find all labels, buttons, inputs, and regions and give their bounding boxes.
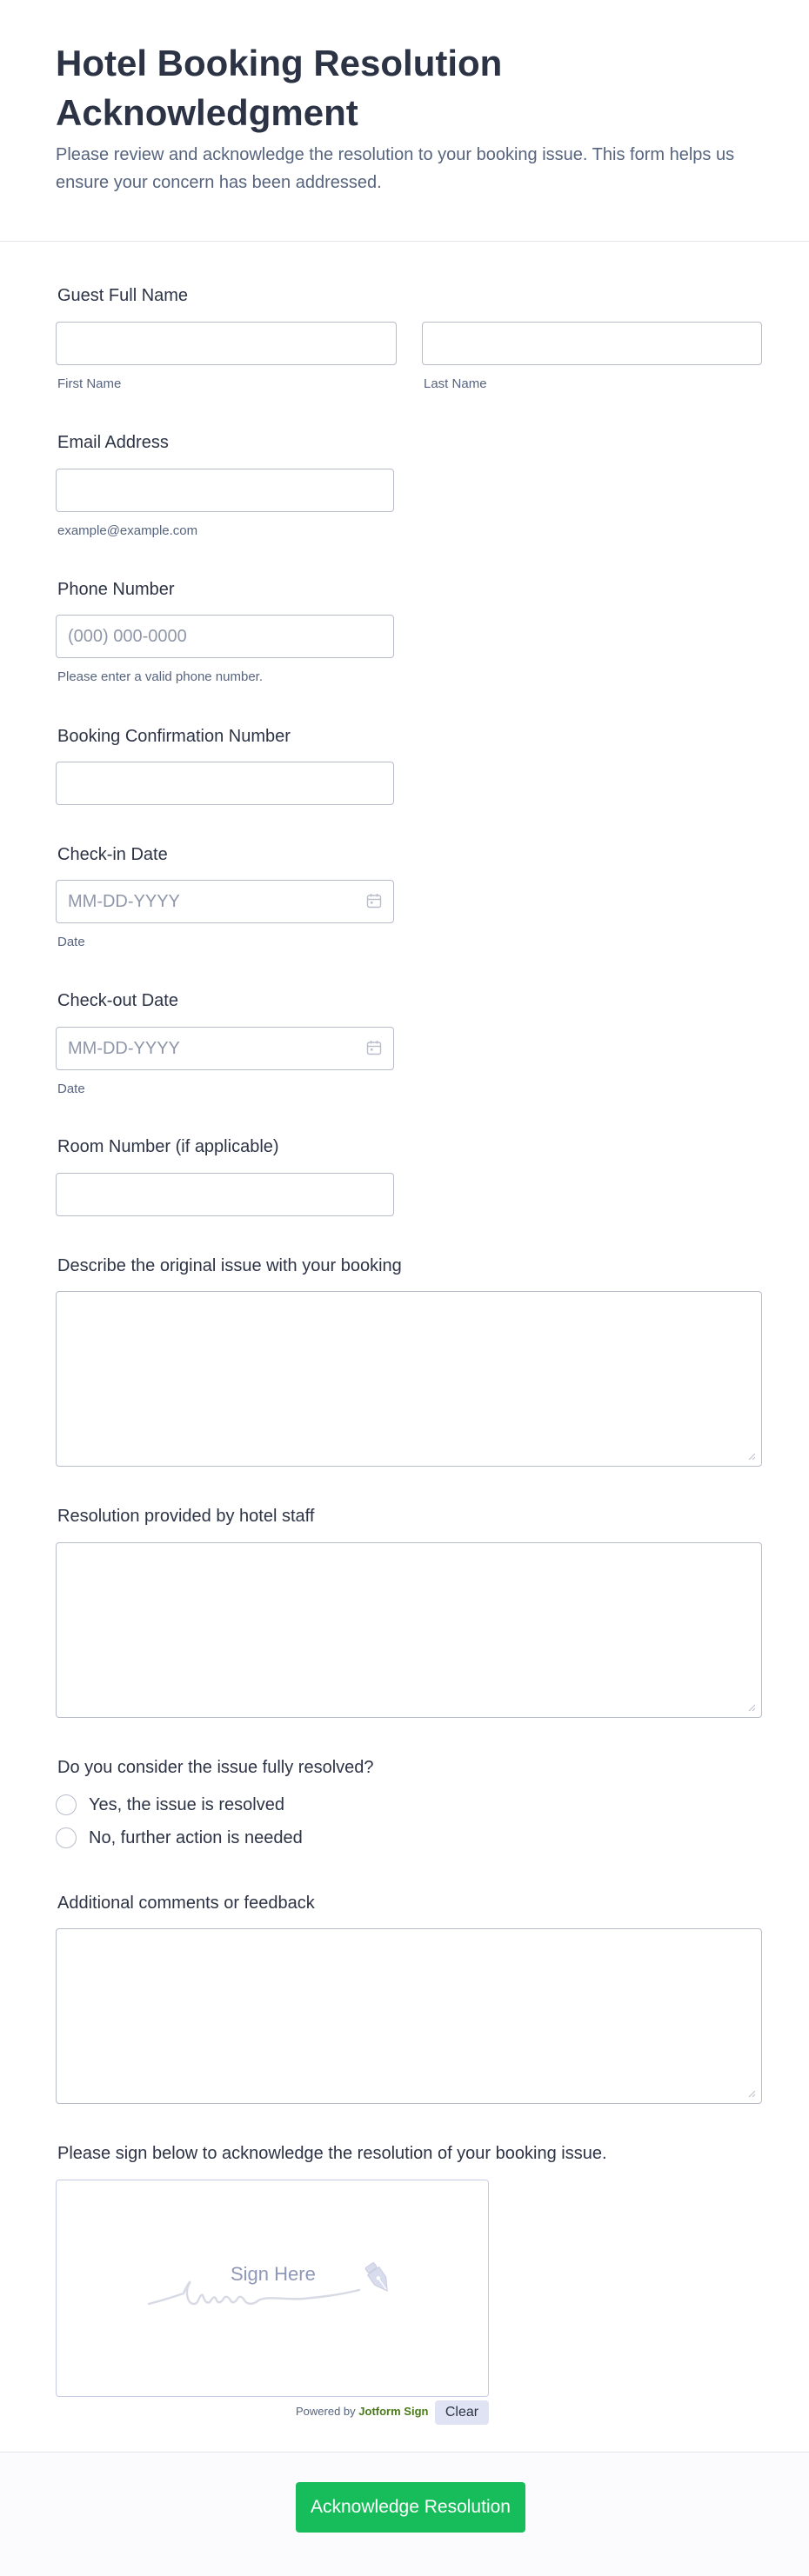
radio-button[interactable] [56, 1827, 77, 1848]
last-name-input[interactable] [422, 322, 762, 365]
acknowledge-resolution-button[interactable]: Acknowledge Resolution [296, 2482, 525, 2533]
checkin-date-field [56, 880, 394, 923]
resolution-textarea[interactable] [56, 1542, 762, 1718]
checkout-sublabel: Date [57, 1082, 85, 1096]
room-input[interactable] [56, 1173, 394, 1216]
room-label: Room Number (if applicable) [57, 1137, 279, 1156]
checkin-date-input[interactable] [56, 880, 394, 923]
checkout-date-input[interactable] [56, 1027, 394, 1070]
resize-grip-icon[interactable] [747, 1703, 756, 1712]
checkin-label: Check-in Date [57, 845, 168, 864]
resize-grip-icon[interactable] [747, 1452, 756, 1461]
comments-textarea[interactable] [56, 1928, 762, 2104]
form-description: Please review and acknowledge the resolution to your booking issue. This form helps us ensure your concern has been addressed. [56, 145, 735, 192]
pen-nib-icon [358, 2259, 401, 2300]
radio-option-label: No, further action is needed [89, 1827, 303, 1847]
issue-textarea[interactable] [56, 1291, 762, 1467]
checkout-date-field [56, 1027, 394, 1070]
jotform-sign-link[interactable]: Jotform Sign [358, 2405, 429, 2418]
email-sublabel: example@example.com [57, 523, 198, 538]
form-header [0, 0, 809, 242]
first-name-sublabel: First Name [57, 376, 122, 391]
powered-by-text [296, 2405, 428, 2418]
calendar-icon[interactable] [366, 893, 382, 909]
phone-sublabel: Please enter a valid phone number. [57, 669, 263, 684]
checkin-sublabel: Date [57, 935, 85, 949]
form-title: Hotel Booking Resolution Acknowledgment [56, 43, 503, 133]
clear-signature-button[interactable]: Clear [435, 2400, 489, 2425]
confirmation-input[interactable] [56, 762, 394, 805]
resolution-label: Resolution provided by hotel staff [57, 1507, 315, 1526]
radio-option-label: Yes, the issue is resolved [89, 1794, 284, 1814]
phone-input[interactable] [56, 615, 394, 658]
calendar-icon[interactable] [366, 1040, 382, 1055]
signature-placeholder: Sign Here [231, 2263, 316, 2285]
issue-label: Describe the original issue with your booking [57, 1256, 402, 1275]
guest-name-label: Guest Full Name [57, 286, 189, 305]
radio-option-yes[interactable] [56, 1793, 284, 1817]
radio-option-no[interactable] [56, 1826, 303, 1850]
confirmation-label: Booking Confirmation Number [57, 727, 291, 746]
powered-by-label: Powered by [296, 2405, 356, 2418]
checkout-label: Check-out Date [57, 991, 178, 1010]
last-name-sublabel: Last Name [424, 376, 487, 391]
email-input[interactable] [56, 469, 394, 512]
first-name-input[interactable] [56, 322, 397, 365]
resolved-label: Do you consider the issue fully resolved? [57, 1758, 374, 1777]
signature-pad[interactable] [56, 2180, 489, 2397]
comments-label: Additional comments or feedback [57, 1894, 315, 1913]
email-label: Email Address [57, 433, 169, 452]
radio-button[interactable] [56, 1794, 77, 1815]
resize-grip-icon[interactable] [747, 2089, 756, 2098]
phone-label: Phone Number [57, 580, 175, 599]
signature-label: Please sign below to acknowledge the resolution of your booking issue. [57, 2144, 607, 2163]
